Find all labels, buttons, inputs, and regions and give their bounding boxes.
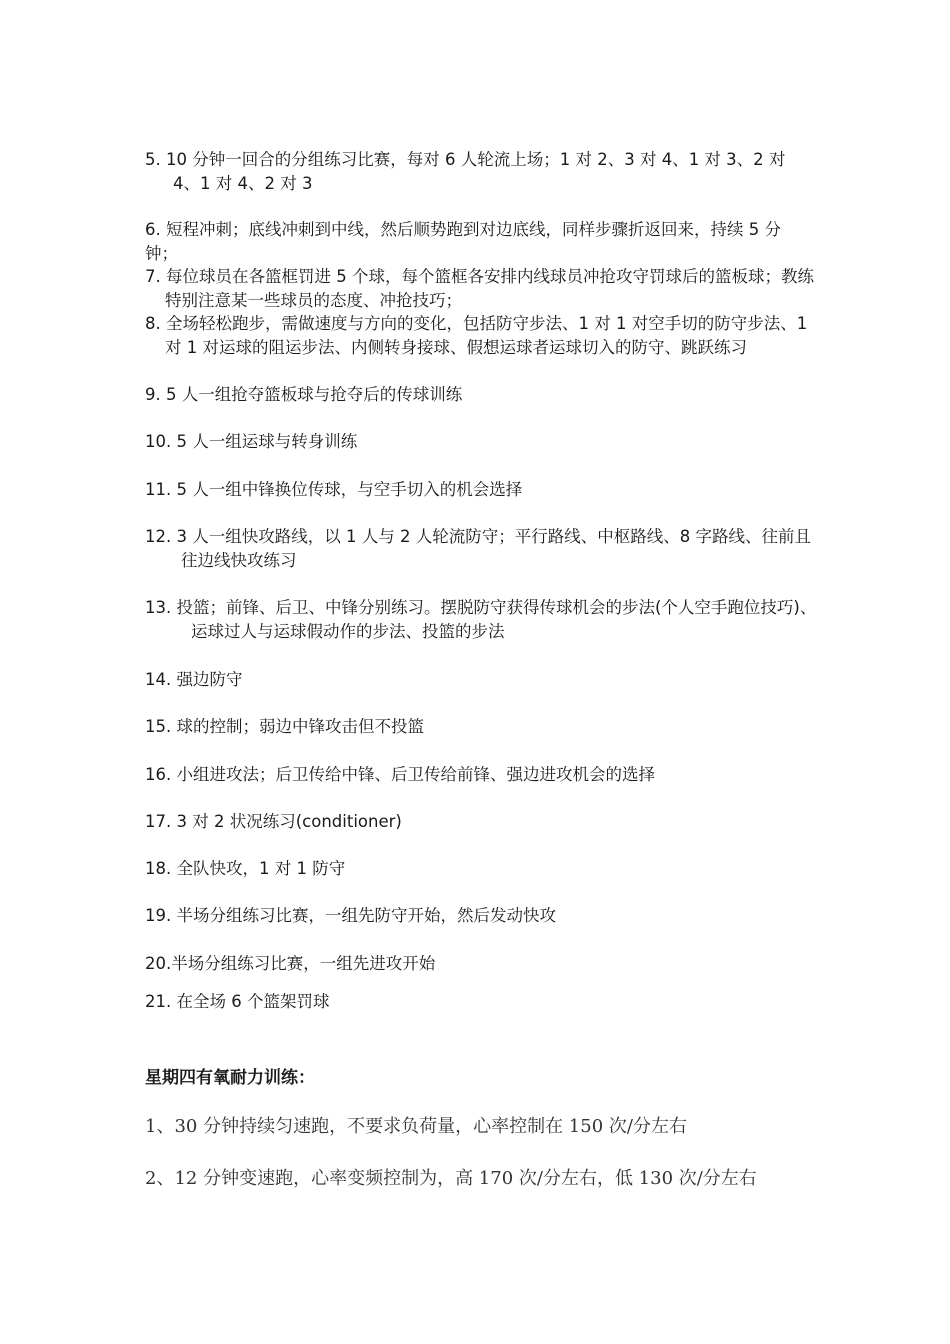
list-item-17: 17. 3 对 2 状况练习(conditioner) <box>145 812 402 831</box>
list-item-21: 21. 在全场 6 个篮架罚球 <box>145 992 330 1011</box>
section-heading: 星期四有氧耐力训练： <box>145 1068 315 1088</box>
list-item-15: 15. 球的控制；弱边中锋攻击但不投篮 <box>145 717 424 736</box>
list-item-19: 19. 半场分组练习比赛，一组先防守开始，然后发动快攻 <box>145 906 556 925</box>
list-item-8: 8. 全场轻松跑步，需做速度与方向的变化，包括防守步法、1 对 1 对空手切的防守步法、1 对 1 对运球的阻运步法、内侧转身接球、假想运球者运球切入的防守、跳跃练习 <box>145 314 808 357</box>
list-item-11: 11. 5 人一组中锋换位传球，与空手切入的机会选择 <box>145 480 523 499</box>
list-item-18: 18. 全队快攻，1 对 1 防守 <box>145 859 346 878</box>
list-item-7: 7. 每位球员在各篮框罚进 5 个球，每个篮框各安排内线球员冲抢攻守罚球后的篮板球；教练特别注意某一些球员的态度、冲抢技巧； <box>145 267 814 310</box>
list-item-10: 10. 5 人一组运球与转身训练 <box>145 432 358 451</box>
list-item-13: 13. 投篮；前锋、后卫、中锋分别练习。摆脱防守获得传球机会的步法(个人空手跑位技巧)、运球过人与运球假动作的步法、投篮的步法 <box>145 598 817 641</box>
list-item-14: 14. 强边防守 <box>145 670 243 689</box>
list-item-9: 9. 5 人一组抢夺篮板球与抢夺后的传球训练 <box>145 385 463 404</box>
paragraph-2: 2、12 分钟变速跑，心率变频控制为，高 170 次/分左右，低 130 次/分左右 <box>145 1168 757 1189</box>
list-item-12: 12. 3 人一组快攻路线，以 1 人与 2 人轮流防守；平行路线、中枢路线、8 字路线、往前且往边线快攻练习 <box>145 527 811 570</box>
list-item-6: 6. 短程冲刺；底线冲刺到中线，然后顺势跑到对边底线，同样步骤折返回来，持续 5 分钟； <box>145 220 781 263</box>
list-item-20: 20.半场分组练习比赛，一组先进攻开始 <box>145 954 436 973</box>
list-item-16: 16. 小组进攻法；后卫传给中锋、后卫传给前锋、强边进攻机会的选择 <box>145 765 655 784</box>
list-item-5: 5. 10 分钟一回合的分组练习比赛，每对 6 人轮流上场；1 对 2、3 对 4、1 对 3、2 对 4、1 对 4、2 对 3 <box>145 150 786 193</box>
paragraph-1: 1、30 分钟持续匀速跑，不要求负荷量，心率控制在 150 次/分左右 <box>145 1116 687 1137</box>
